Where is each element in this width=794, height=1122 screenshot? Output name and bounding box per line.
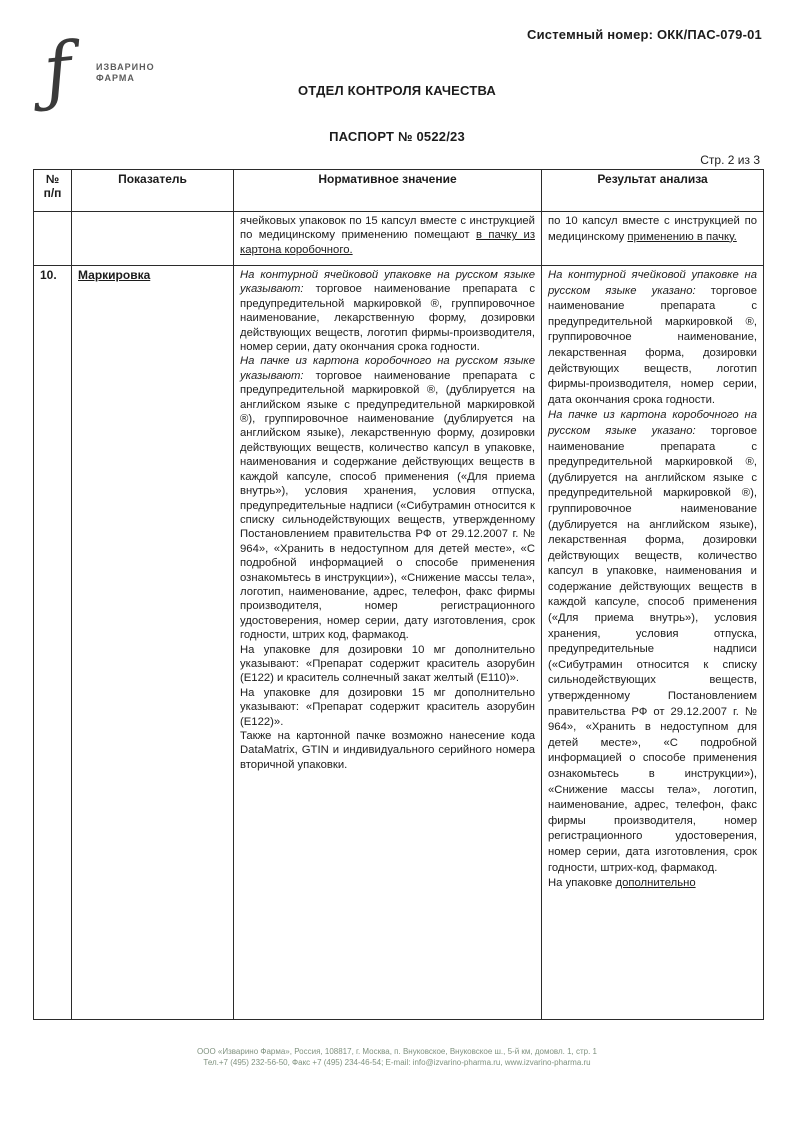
footer — [0, 1046, 794, 1068]
header-num — [34, 170, 72, 212]
analysis-table — [33, 169, 764, 1020]
cell-analysis-result: по 10 капсул вместе с инструкцией по медицинскому применению в пачку. — [542, 212, 764, 266]
logo-glyph-icon: ƒ — [39, 26, 76, 116]
logo-name-line1: ИЗВАРИНО — [96, 62, 155, 72]
cell-analysis-result: На контурной ячейковой упаковке на русском языке указано: торговое наименование препарата с предупредительной маркировкой ®, группировочное наименование, лекарственная форма, дозировки действующих веществ, логотип фирмы-производителя, номер серии, дата окончания срока годности. На пачке из картона коробочного на русском языке указано: торговое наименование препарата с предупредительной маркировкой ®, (дублируется на английском языке с предупредительной маркировкой ®), группировочное наименование (дублируется на английском языке), лекарственная форма, дозировки действующих веществ, количество капсул в упаковке, наименования и содержание действующих веществ в каждой капсуле, способ применения («Для приема внутрь»), условия хранения, условия отпуска, предупредительные надписи («Сибутрамин относится к списку сильнодействующих веществ, утвержденному Постановлением правительства РФ от 29.12.2007 г. № 964», «Хранить в недоступном для детей месте», «С подробной информацией о способе применения ознакомьтесь в инструкции»), «Снижение массы тела», логотип, наименование, адрес, телефон, факс фирмы производителя, номер регистрационного удостоверения, номер серии, дата изготовления, срок годности, штрих-код, фармакод. На упаковке дополнительно — [542, 266, 764, 1020]
table-row-continuation — [34, 212, 764, 266]
header-num-bottom: п/п — [43, 186, 62, 200]
department-title: ОТДЕЛ КОНТРОЛЯ КАЧЕСТВА — [297, 83, 496, 98]
table-row-10-marking — [34, 266, 764, 1020]
passport-title: ПАСПОРТ № 0522/23 — [329, 129, 465, 144]
header-normative: Нормативное значение — [234, 170, 542, 212]
cell-indicator — [72, 266, 234, 1020]
logo-name-line2: ФАРМА — [96, 73, 135, 83]
cell-normative-value: На контурной ячейковой упаковке на русском языке указывают: торговое наименование препарата с предупредительной маркировкой ®, группировочное наименование, лекарственную форму, дозировки действующих веществ, логотип фирмы-производителя, номер серии, дату окончания срока годности. На пачке из картона коробочного на русском языке указывают: торговое наименование препарата с предупредительной маркировкой ®, (дублируется на английском языке с предупредительной маркировкой ®), группировочное наименование (дублируется на английском языке), лекарственную форму, дозировки действующих веществ, количество капсул в упаковке, наименования и содержание действующих веществ в каждой капсуле, способ применения («Для приема внутрь»), условия хранения, условия отпуска, предупредительные надписи («Сибутрамин относится к списку сильнодействующих веществ, утвержденному Постановлением правительства РФ от 29.12.2007 г. № 964», «Хранить в недоступном для детей месте», «С подробной информацией о способе применения ознакомьтесь в инструкции»), «Снижение массы тела», логотип, наименование, адрес, телефон, факс фирмы производителя, номер регистрационного удостоверения, номер серии, дату изготовления, срок годности, штрих код, фармакод. На упаковке для дозировки 10 мг дополнительно указывают: «Препарат содержит краситель азорубин (Е122) и краситель солнечный закат желтый (Е110)». На упаковке для дозировки 15 мг дополнительно указывают: «Препарат содержит краситель азорубин (Е122)». Также на картонной пачке возможно нанесение кода DataMatrix, GTIN и индивидуального серийного номера вторичной упаковки. — [234, 266, 542, 1020]
page-indicator: Стр. 2 из 3 — [700, 153, 760, 167]
indicator-label: Маркировка — [78, 268, 151, 282]
footer-contacts-line: Тел.+7 (495) 232-56-50, Факс +7 (495) 234-46-54; E-mail: info@izvarino-pharma.ru, www.izvarino-pharma.ru — [203, 1058, 591, 1067]
logo-company-name — [96, 62, 155, 84]
company-logo — [39, 26, 204, 124]
system-number: Системный номер: ОКК/ПАС-079-01 — [527, 27, 762, 42]
header-result: Результат анализа — [542, 170, 764, 212]
table-header-row — [34, 170, 764, 212]
header-num-top: № — [45, 172, 60, 186]
cell-normative-value: ячейковых упаковок по 15 капсул вместе с инструкцией по медицинскому применению помещают в пачку из картона коробочного. — [234, 212, 542, 266]
cell-num: 10. — [34, 266, 72, 1020]
footer-address-line: ООО «Изварино Фарма», Россия, 108817, г. Москва, п. Внуковское, Внуковское ш., 5-й км, домовл. 1, стр. 1 — [197, 1047, 597, 1056]
cell-num — [34, 212, 72, 266]
cell-indicator — [72, 212, 234, 266]
header-indicator: Показатель — [72, 170, 234, 212]
